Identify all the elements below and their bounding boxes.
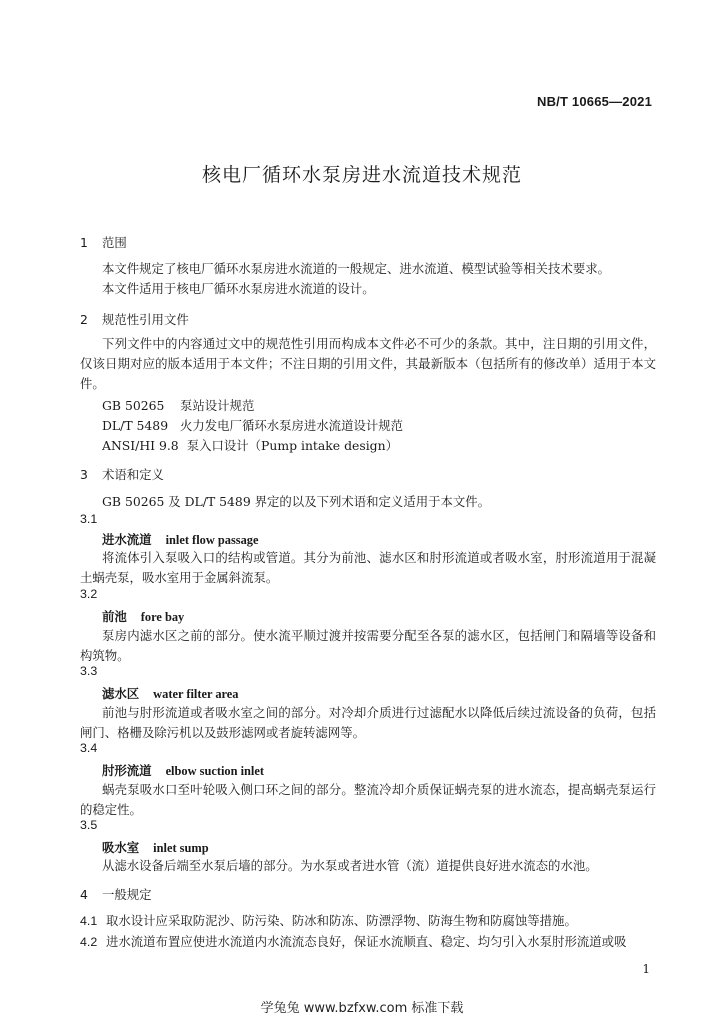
term-number: 3.3 — [80, 664, 98, 678]
section-heading-1: 1 范围 — [80, 235, 127, 250]
page-number: 1 — [642, 962, 650, 976]
normative-reference: ANSI/HI 9.8 泵入口设计（Pump intake design） — [102, 438, 398, 453]
normative-reference: GB 50265 泵站设计规范 — [102, 398, 255, 413]
section-2-paragraph: 下列文件中的内容通过文中的规范性引用而构成本文件必不可少的条款。其中，注日期的引用文件，仅该日期对应的版本适用于本文件；不注日期的引用文件，其最新版本（包括所有的修改单）适用于本文件。 — [80, 336, 656, 391]
section-heading-3: 3 术语和定义 — [80, 467, 164, 482]
term-number: 3.1 — [80, 512, 98, 526]
section-1-paragraph-1: 本文件规定了核电厂循环水泵房进水流道的一般规定、进水流道、模型试验等相关技术要求。 — [102, 261, 611, 276]
section-heading-4: 4 一般规定 — [80, 887, 152, 902]
clause: 4.1 取水设计应采取防泥沙、防污染、防冰和防冻、防漂浮物、防海生物和防腐蚀等措施。 — [80, 913, 577, 928]
term-definition: 蜗壳泵吸水口至叶轮吸入侧口环之间的部分。整流冷却介质保证蜗壳泵的进水流态，提高蜗壳泵运行的稳定性。 — [80, 782, 656, 817]
section-3-intro: GB 50265 及 DL/T 5489 界定的以及下列术语和定义适用于本文件。 — [102, 494, 491, 509]
section-heading-2: 2 规范性引用文件 — [80, 312, 189, 327]
term-title: 滤水区 water filter area — [102, 686, 239, 701]
footer-watermark: 学兔兔 www.bzfxw.com 标准下载 — [260, 1001, 464, 1016]
document-title: 核电厂循环水泵房进水流道技术规范 — [201, 164, 522, 186]
term-definition: 泵房内滤水区之前的部分。使水流平顺过渡并按需要分配至各泵的滤水区，包括闸门和隔墙等设备和构筑物。 — [80, 628, 656, 663]
term-definition: 前池与肘形流道或者吸水室之间的部分。对冷却介质进行过滤配水以降低后续过流设备的负荷，包括闸门、格栅及除污机以及鼓形滤网或者旋转滤网等。 — [80, 705, 656, 740]
term-number: 3.5 — [80, 818, 98, 832]
term-title: 肘形流道 elbow suction inlet — [102, 763, 265, 778]
term-title: 吸水室 inlet sump — [102, 840, 209, 855]
term-title: 进水流道 inlet flow passage — [102, 532, 259, 547]
clause: 4.2 进水流道布置应使进水流道内水流流态良好，保证水流顺直、稳定、均匀引入水泵肘形流道或吸 — [80, 934, 627, 949]
normative-reference: DL/T 5489 火力发电厂循环水泵房进水流道设计规范 — [102, 418, 404, 433]
term-number: 3.2 — [80, 587, 98, 601]
term-definition: 将流体引入泵吸入口的结构或管道。其分为前池、滤水区和肘形流道或者吸水室，肘形流道用于混凝土蜗壳泵，吸水室用于金属斜流泵。 — [80, 550, 656, 585]
term-definition: 从滤水设备后端至水泵后墙的部分。为水泵或者进水管（流）道提供良好进水流态的水池。 — [102, 858, 598, 873]
section-1-paragraph-2: 本文件适用于核电厂循环水泵房进水流道的设计。 — [102, 281, 375, 296]
term-number: 3.4 — [80, 741, 98, 755]
term-title: 前池 fore bay — [102, 609, 185, 624]
standard-number: NB/T 10665—2021 — [536, 94, 652, 109]
